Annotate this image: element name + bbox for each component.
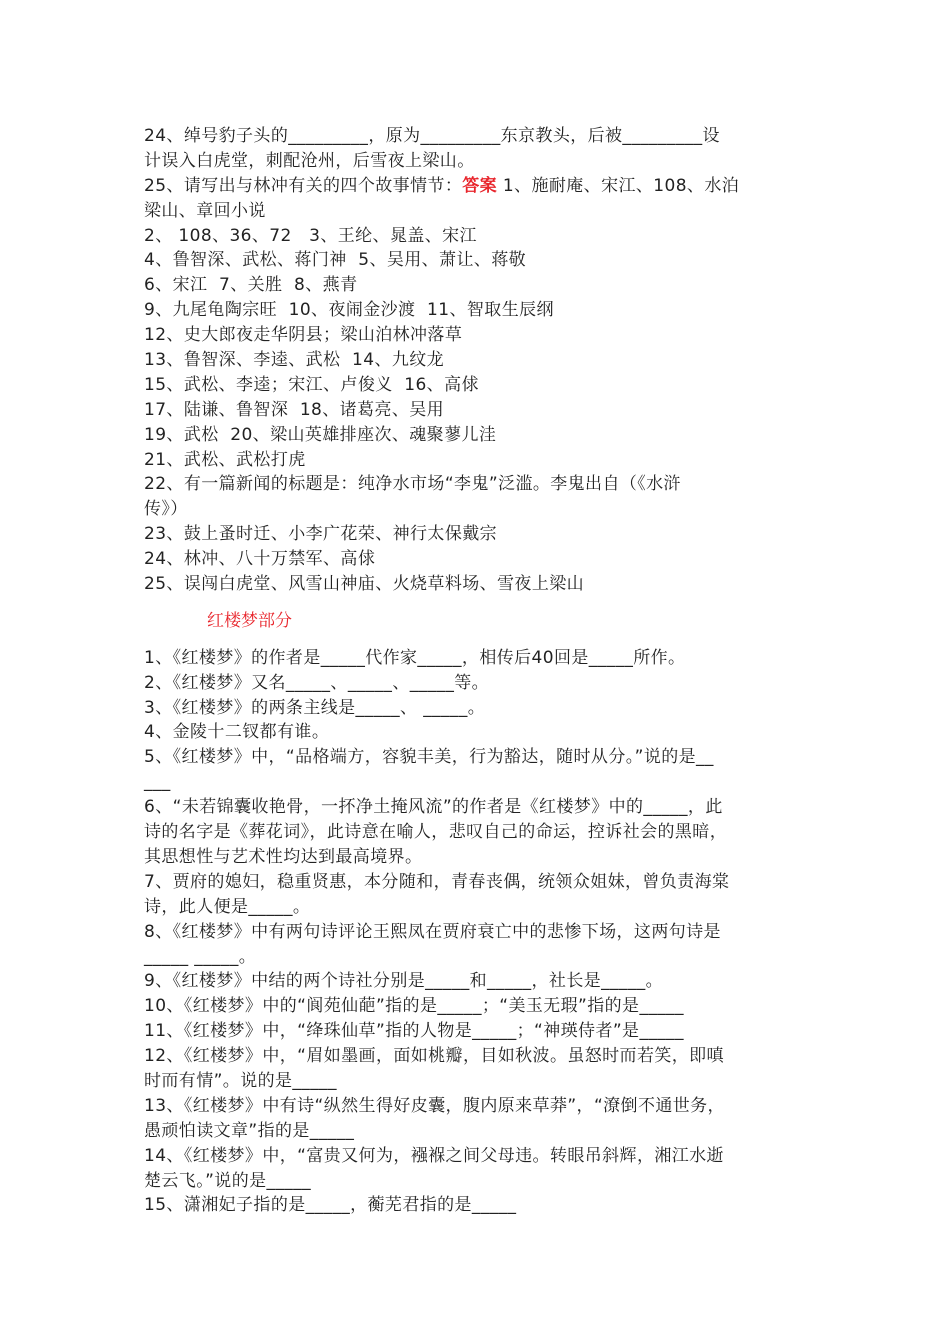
answer-line: 23、鼓上蚤时迁、小李广花荣、神行太保戴宗 xyxy=(144,524,498,545)
answer-line: 梁山、章回小说 xyxy=(144,200,266,221)
question-line: 诗，此人便是_____。 xyxy=(144,896,311,917)
answer-line: 15、武松、李逵；宋江、卢俊义 16、高俅 xyxy=(144,374,479,395)
text-line: 计误入白虎堂，刺配沧州，后雪夜上梁山。 xyxy=(144,150,475,171)
question-line: 10、《红楼梦》中的“阆苑仙葩”指的是_____；“美玉无瑕”指的是_____ xyxy=(144,996,684,1017)
question-line: 5、《红楼梦》中，“品格端方，容貌丰美，行为豁达，随时从分。”说的是__ xyxy=(144,747,714,768)
question-line: 8、《红楼梦》中有两句诗评论王熙凤在贾府衰亡中的悲惨下场，这两句诗是 xyxy=(144,921,721,942)
question-line: 诗的名字是《葬花词》，此诗意在喻人，悲叹自己的命运，控诉社会的黑暗， xyxy=(144,822,728,843)
answer-label: 答案 xyxy=(462,175,498,196)
question-25-text: 25、请写出与林冲有关的四个故事情节： xyxy=(144,175,463,196)
answer-line: 6、宋江 7、关胜 8、燕青 xyxy=(144,275,358,296)
question-line: 3、《红楼梦》的两条主线是_____、 _____。 xyxy=(144,697,486,718)
answer-line: 25、误闯白虎堂、风雪山神庙、火烧草料场、雪夜上梁山 xyxy=(144,574,585,595)
section-title: 红楼梦部分 xyxy=(207,610,292,631)
question-line: 9、《红楼梦》中结的两个诗社分别是_____和_____，社长是_____。 xyxy=(144,971,664,992)
answer-line: 21、武松、武松打虎 xyxy=(144,449,306,470)
question-line: 1、《红楼梦》的作者是_____代作家_____，相传后40回是_____所作。 xyxy=(144,647,686,668)
question-line: 11、《红楼梦》中，“绛珠仙草”指的人物是_____；“神瑛侍者”是_____ xyxy=(144,1021,684,1042)
question-line: 14、《红楼梦》中，“富贵又何为，襁褓之间父母违。转眼吊斜辉，湘江水逝 xyxy=(144,1145,724,1166)
question-line: 2、《红楼梦》又名_____、_____、_____等。 xyxy=(144,672,490,693)
question-line: 13、《红楼梦》中有诗“纵然生得好皮囊，腹内原来草莽”，“潦倒不通世务， xyxy=(144,1095,725,1116)
question-line: 7、贾府的媳妇，稳重贤惠，本分随和，青春丧偶，统领众姐妹，曾负责海棠 xyxy=(144,871,730,892)
answer-line: 17、陆谦、鲁智深 18、诸葛亮、吴用 xyxy=(144,399,445,420)
answer-line: 22、有一篇新闻的标题是：纯净水市场“李鬼”泛滥。李鬼出自（《水浒 xyxy=(144,474,681,495)
question-line: 15、潇湘妃子指的是_____，蘅芜君指的是_____ xyxy=(144,1195,517,1216)
answer-line: 2、 108、36、72 3、王纶、晁盖、宋江 xyxy=(144,225,477,246)
question-line: 时而有情”。说的是_____ xyxy=(144,1070,337,1091)
question-line: 愚顽怕读文章”指的是_____ xyxy=(144,1120,355,1141)
question-line: 4、金陵十二钗都有谁。 xyxy=(144,722,330,743)
question-line: 12、《红楼梦》中，“眉如墨画，面如桃瓣，目如秋波。虽怒时而若笑，即嗔 xyxy=(144,1046,724,1067)
answer-line: 19、武松 20、梁山英雄排座次、魂聚蓼儿洼 xyxy=(144,424,497,445)
document-content xyxy=(144,124,830,1218)
answer-line: 传》） xyxy=(144,499,188,520)
question-line: 楚云飞。”说的是_____ xyxy=(144,1170,312,1191)
text-line: 24、绰号豹子头的_________，原为_________东京教头，后被_________设 xyxy=(144,126,720,146)
question-line: 6、“未若锦囊收艳骨，一抔净土掩风流”的作者是《红楼梦》中的_____，此 xyxy=(144,797,723,818)
question-line: 其思想性与艺术性均达到最高境界。 xyxy=(144,846,423,867)
answer-line: 9、九尾龟陶宗旺 10、夜闹金沙渡 11、智取生辰纲 xyxy=(144,300,554,321)
answer-line: 12、史大郎夜走华阴县；梁山泊林冲落草 xyxy=(144,325,463,346)
question-25-line xyxy=(144,174,830,199)
answer-line: 4、鲁智深、武松、蒋门神 5、吴用、萧让、蒋敬 xyxy=(144,250,527,271)
question-line: ___ xyxy=(144,772,171,793)
question-line: _____ _____。 xyxy=(144,946,257,967)
answer-text: 1、施耐庵、宋江、108、水泊 xyxy=(497,175,740,196)
answer-line: 24、林冲、八十万禁军、高俅 xyxy=(144,549,376,570)
answer-line: 13、鲁智深、李逵、武松 14、九纹龙 xyxy=(144,350,445,371)
